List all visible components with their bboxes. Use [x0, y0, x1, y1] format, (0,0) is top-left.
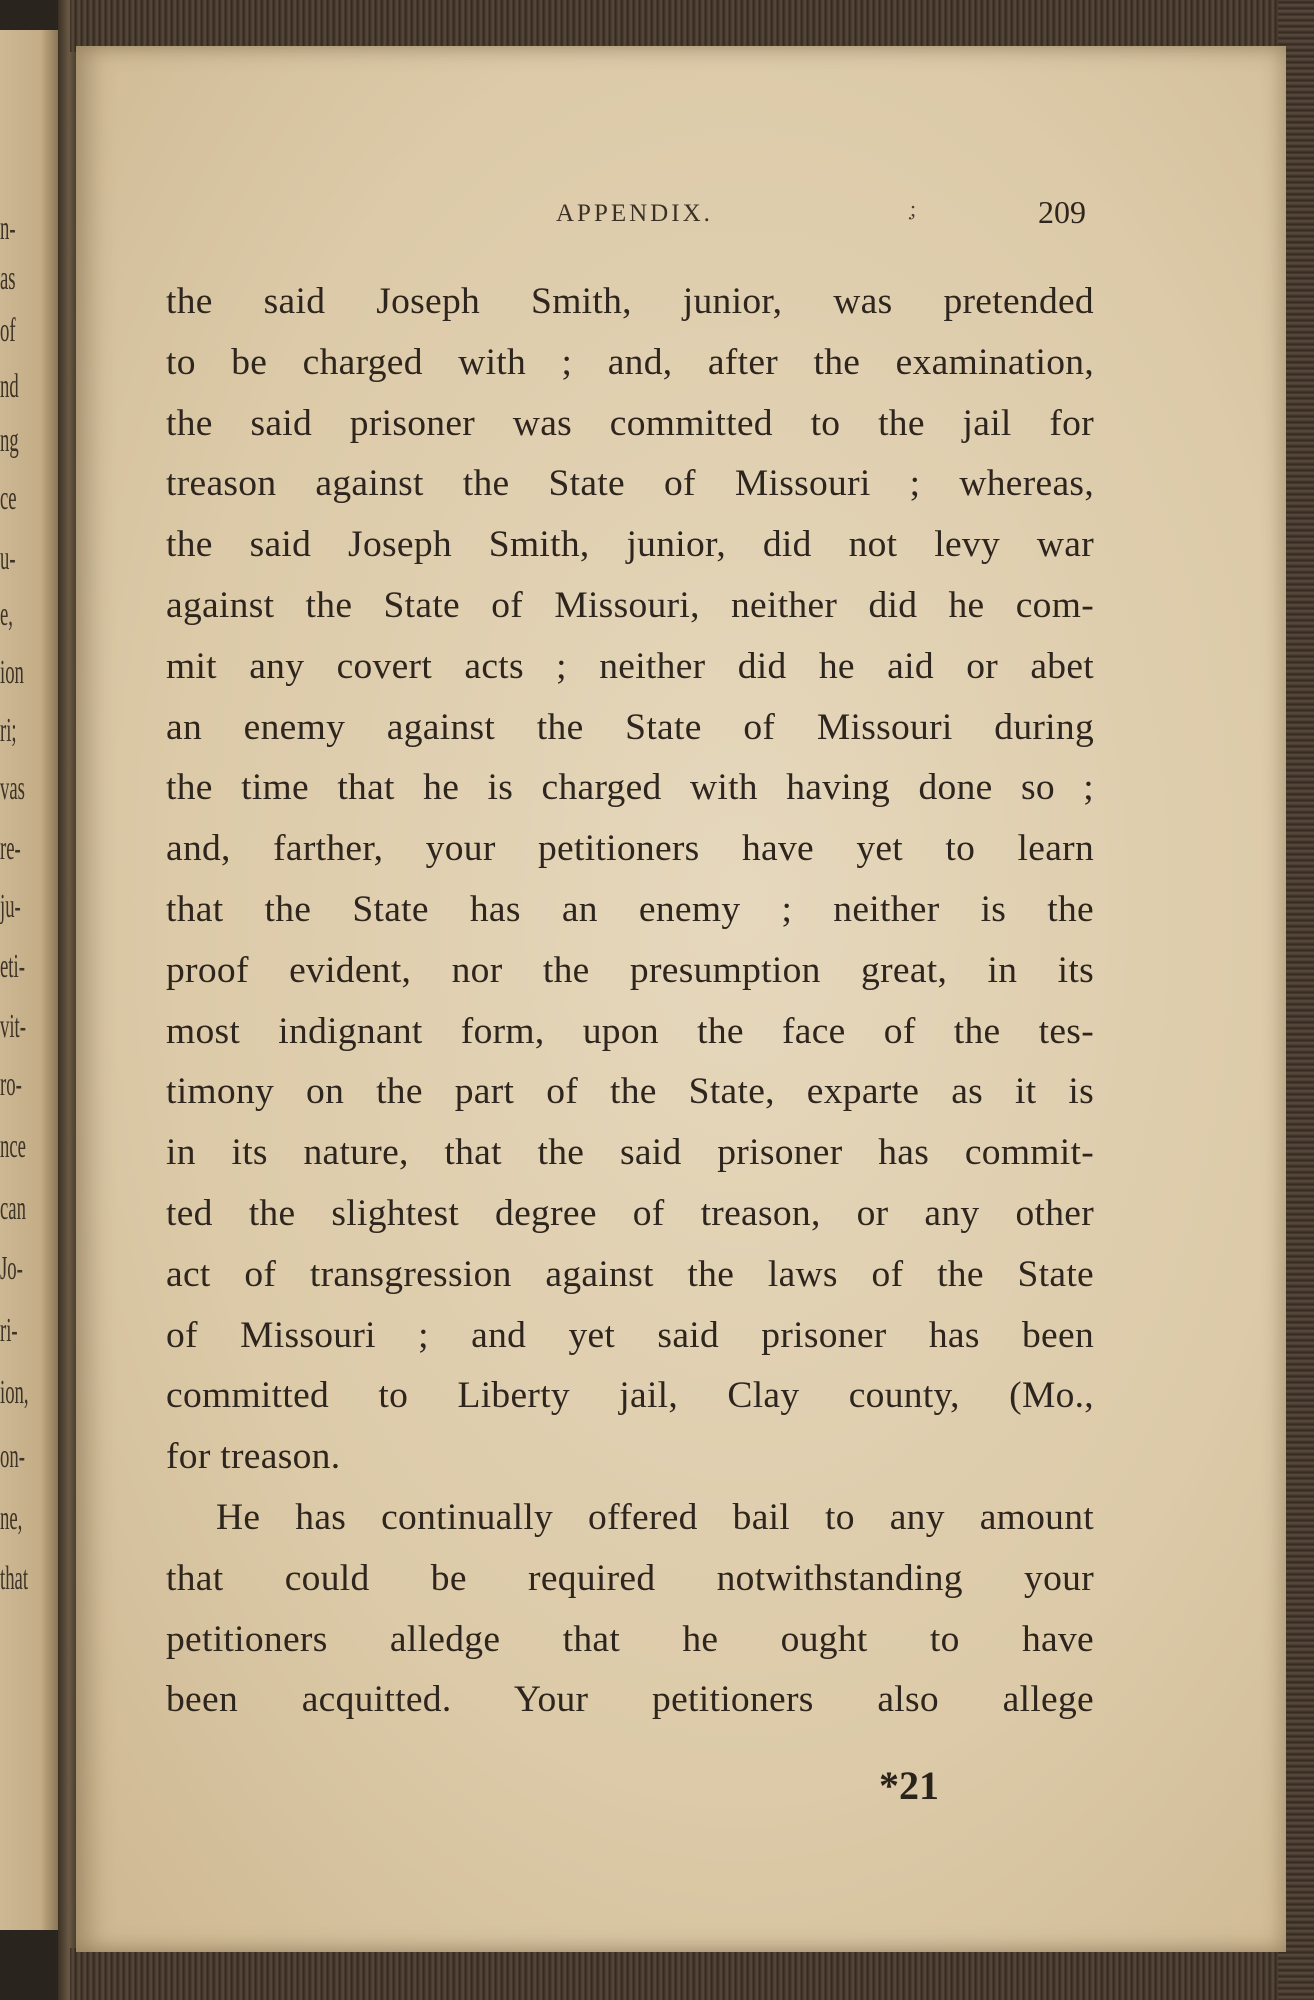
binding-top-edge — [70, 0, 1314, 52]
facing-fragment: Jo- — [0, 1250, 23, 1287]
text-line: been acquitted. Your petitioners also allege — [166, 1679, 1094, 1721]
running-head — [76, 194, 1286, 240]
text-line: committed to Liberty jail, Clay county, (Mo., — [166, 1375, 1094, 1417]
facing-fragment: nce — [0, 1128, 26, 1165]
facing-fragment: ion, — [0, 1374, 29, 1411]
text-line: and, farther, your petitioners have yet to learn — [166, 828, 1094, 870]
text-line: against the State of Missouri, neither did he com- — [166, 584, 1094, 626]
facing-fragment: ion — [0, 654, 24, 691]
text-line: the said prisoner was committed to the jail for — [166, 402, 1094, 444]
text-line: timony on the part of the State, exparte as it is — [166, 1071, 1094, 1113]
text-line: in its nature, that the said prisoner has commit- — [166, 1132, 1094, 1174]
text-line: mit any covert acts ; neither did he aid or abet — [166, 645, 1094, 687]
facing-fragment: ri; — [0, 712, 17, 749]
facing-fragment: ro- — [0, 1066, 22, 1103]
facing-fragment: that — [0, 1560, 29, 1597]
facing-fragment: vit- — [0, 1008, 26, 1045]
facing-fragment: ne, — [0, 1500, 23, 1537]
text-line: the said Joseph Smith, junior, did not levy war — [166, 524, 1094, 566]
text-line: petitioners alledge that he ought to have — [166, 1618, 1094, 1660]
text-line: that the State has an enemy ; neither is the — [166, 888, 1094, 930]
text-line: of Missouri ; and yet said prisoner has been — [166, 1314, 1094, 1356]
running-head-title: APPENDIX. — [556, 200, 713, 227]
facing-fragment: ju- — [0, 888, 21, 925]
binding-bottom-edge — [70, 1948, 1314, 2000]
facing-fragment: ri- — [0, 1312, 18, 1349]
facing-fragment: of — [0, 312, 16, 349]
signature-mark: *21 — [879, 1763, 939, 1808]
facing-fragment: re- — [0, 830, 21, 867]
facing-fragment: ce — [0, 480, 17, 517]
text-line: most indignant form, upon the face of the tes- — [166, 1010, 1094, 1052]
facing-fragment: nd — [0, 368, 19, 405]
facing-fragment: u- — [0, 540, 16, 577]
running-head-mark: ̣; — [910, 196, 917, 221]
text-line: the time that he is charged with having done so ; — [166, 767, 1094, 809]
text-line: act of transgression against the laws of the State — [166, 1253, 1094, 1295]
text-line: He has continually offered bail to any amount — [216, 1496, 1094, 1538]
text-line: treason against the State of Missouri ; whereas, — [166, 463, 1094, 505]
page-number: 209 — [1038, 194, 1086, 230]
facing-fragment: eti- — [0, 948, 25, 985]
text-line: that could be required notwithstanding your — [166, 1557, 1094, 1599]
text-line: to be charged with ; and, after the examination, — [166, 341, 1094, 383]
text-line: for treason. — [166, 1436, 341, 1478]
text-line: the said Joseph Smith, junior, was pretended — [166, 281, 1094, 322]
text-line: ted the slightest degree of treason, or any other — [166, 1192, 1094, 1234]
text-line: proof evident, nor the presumption great, in its — [166, 949, 1094, 991]
facing-fragment: can — [0, 1190, 26, 1227]
facing-fragment: on- — [0, 1438, 25, 1475]
text-line: an enemy against the State of Missouri during — [166, 706, 1094, 748]
facing-fragment: n- — [0, 210, 16, 247]
facing-fragment: ng — [0, 422, 19, 459]
facing-page-edge — [0, 30, 58, 1930]
facing-fragment: e, — [0, 596, 13, 633]
book-page — [76, 46, 1286, 1952]
body-text — [166, 272, 1094, 1731]
facing-fragment: vas — [0, 770, 25, 807]
facing-fragment: as — [0, 260, 16, 297]
